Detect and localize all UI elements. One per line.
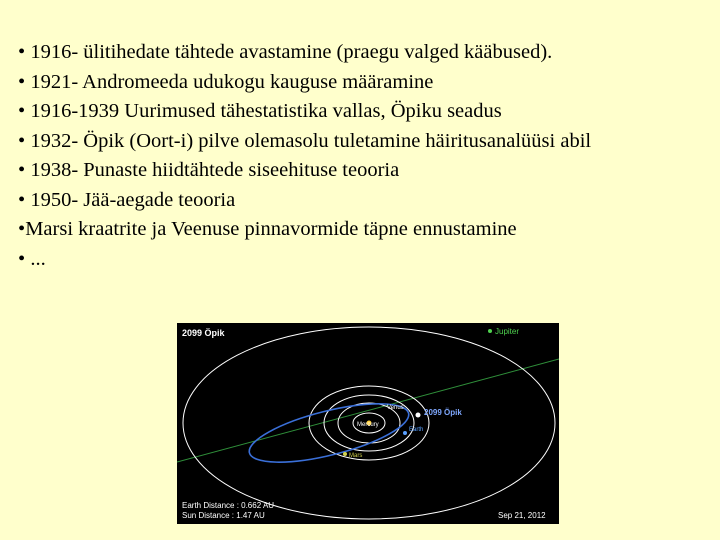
earth-distance: Earth Distance : 0.662 AU: [182, 501, 275, 510]
bullet-item: [18, 38, 591, 68]
date-label: Sep 21, 2012: [498, 511, 546, 520]
bullet-text: 1932- Öpik (Oort-i) pilve olemasolu tuletamine häiritusanalüüsi abil: [30, 129, 592, 152]
bullet-symbol: •: [18, 129, 26, 152]
bullet-item: [18, 127, 591, 157]
bullet-text: 1938- Punaste hiidtähtede siseehituse teooria: [30, 159, 400, 181]
venus-label: Venus: [387, 405, 404, 411]
figure-title: 2099 Öpik: [182, 328, 225, 338]
asteroid-marker: [416, 413, 421, 418]
bullet-item: [18, 68, 591, 98]
bullet-text: Marsi kraatrite ja Veenuse pinnavormide täpne ennustamine: [25, 218, 517, 240]
mars-marker: [343, 452, 347, 456]
bullet-text: ...: [30, 247, 46, 270]
bullet-symbol: •: [18, 247, 26, 270]
orbit-svg: [177, 323, 559, 524]
orbit-diagram: [177, 323, 559, 524]
bullet-item: [18, 186, 591, 216]
bullet-symbol: •: [18, 41, 26, 63]
sun-distance: Sun Distance : 1.47 AU: [182, 511, 265, 520]
bullet-item: [18, 97, 591, 127]
bullet-symbol: •: [18, 218, 26, 240]
bullet-text: 1950- Jää-aegade teooria: [30, 188, 236, 211]
mars-label: Mars: [349, 453, 363, 459]
bullet-text: 1916-1939 Uurimused tähestatistika vallas, Öpiku seadus: [30, 100, 502, 122]
jupiter-label: Jupiter: [495, 327, 520, 336]
bullet-item: [18, 156, 591, 186]
bullet-item: [18, 215, 591, 245]
bullet-symbol: •: [18, 100, 26, 122]
asteroid-label: 2099 Öpik: [424, 408, 462, 417]
earth-label: Earth: [409, 427, 424, 433]
earth-marker: [403, 431, 407, 435]
bullet-text: 1921- Andromeeda udukogu kauguse määramine: [30, 70, 434, 93]
bullet-symbol: •: [18, 159, 26, 181]
bullet-symbol: •: [18, 188, 26, 211]
jupiter-marker: [488, 329, 492, 333]
ecliptic-line: [177, 359, 559, 462]
mercury-label: Mercury: [357, 422, 379, 428]
bullet-symbol: •: [18, 70, 26, 93]
bullet-text: 1916- ülitihedate tähtede avastamine (praegu valged kääbused).: [30, 41, 553, 63]
bullet-list: [18, 38, 591, 274]
bullet-item: [18, 245, 591, 275]
